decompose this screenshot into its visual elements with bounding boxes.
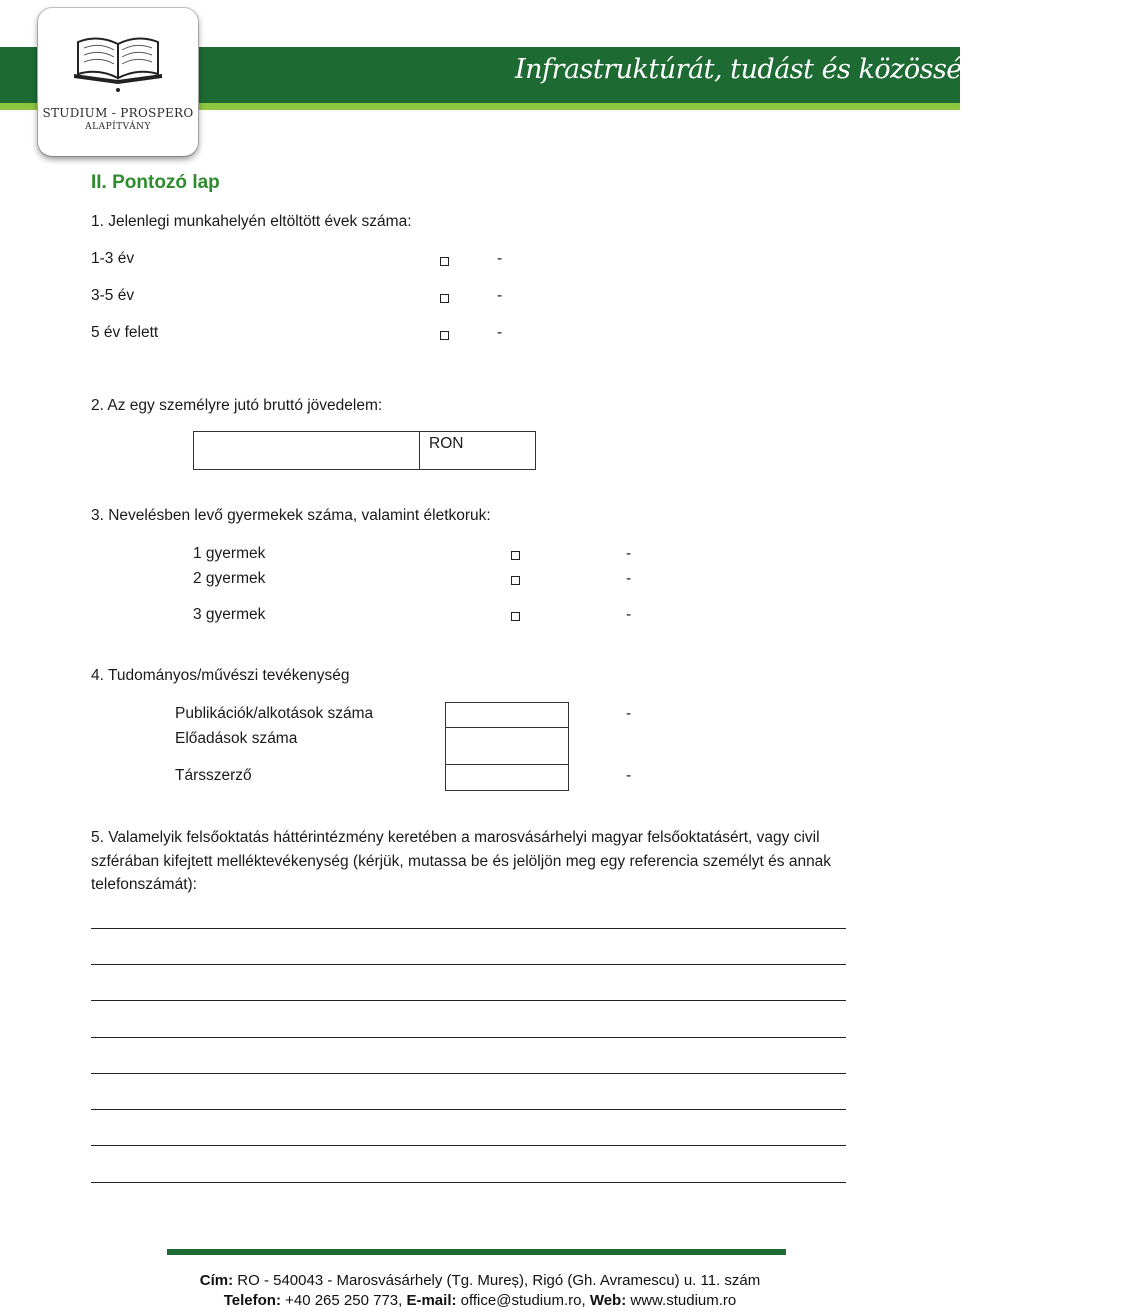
footer-address-label: Cím: — [199, 1272, 234, 1289]
footer-address-value: RO - 540043 - Marosvásárhely (Tg. Mureș), Rigó (Gh. Avramescu) u. 11. szám — [233, 1272, 761, 1289]
q4-item-label: Társszerző — [175, 767, 252, 784]
dash: - — [497, 287, 503, 304]
q3-option-label: 2 gyermek — [193, 570, 266, 587]
footer-email-value: office@studium.ro, — [456, 1292, 590, 1309]
q4-row-divider — [445, 764, 568, 765]
footer-divider — [167, 1249, 786, 1255]
footer-email-label: E-mail: — [406, 1292, 457, 1309]
page-title: II. Pontozó lap — [91, 172, 220, 193]
q4-item-label: Előadások száma — [175, 730, 298, 747]
footer-web-label: Web: — [589, 1292, 627, 1309]
answer-line[interactable] — [91, 1182, 846, 1183]
q4-item-label: Publikációk/alkotások száma — [175, 705, 374, 722]
answer-line[interactable] — [91, 928, 846, 929]
dash: - — [497, 250, 503, 267]
logo-name: STUDIUM - PROSPERO — [42, 106, 194, 120]
q4-row-divider — [445, 727, 568, 728]
q2-label: 2. Az egy személyre jutó bruttó jövedelem: — [91, 397, 383, 414]
q3-option-label: 3 gyermek — [193, 606, 266, 623]
q3-checkbox[interactable] — [511, 551, 520, 560]
answer-line[interactable] — [91, 1073, 846, 1074]
footer-phone-label: Telefon: — [223, 1292, 281, 1309]
income-field-divider — [419, 431, 420, 469]
q1-checkbox[interactable] — [440, 294, 449, 303]
dash: - — [497, 324, 503, 341]
q3-checkbox[interactable] — [511, 576, 520, 585]
q1-checkbox[interactable] — [440, 257, 449, 266]
footer-contact — [0, 1292, 960, 1309]
q4-input-table[interactable] — [445, 702, 569, 791]
answer-line[interactable] — [91, 1145, 846, 1146]
open-book-icon — [68, 22, 168, 92]
q1-label: 1. Jelenlegi munkahelyén eltöltött évek száma: — [91, 213, 412, 230]
dash: - — [626, 767, 632, 784]
answer-line[interactable] — [91, 964, 846, 965]
q1-checkbox[interactable] — [440, 331, 449, 340]
q4-label: 4. Tudományos/művészi tevékenység — [91, 667, 350, 684]
footer-address — [0, 1272, 960, 1289]
q3-label: 3. Nevelésben levő gyermekek száma, valamint életkoruk: — [91, 507, 491, 524]
q3-option-label: 1 gyermek — [193, 545, 266, 562]
answer-line[interactable] — [91, 1037, 846, 1038]
q1-option-label: 1-3 év — [91, 250, 135, 267]
q1-option-label: 3-5 év — [91, 287, 135, 304]
income-field[interactable] — [193, 431, 536, 470]
answer-line[interactable] — [91, 1000, 846, 1001]
q3-checkbox[interactable] — [511, 612, 520, 621]
dash: - — [626, 570, 632, 587]
q1-option-label: 5 év felett — [91, 324, 159, 341]
header-slogan: Infrastruktúrát, tudást és közösséget építünk! — [515, 54, 1123, 85]
logo — [38, 8, 198, 156]
dash: - — [626, 606, 632, 623]
footer-web-value: www.studium.ro — [626, 1292, 737, 1309]
footer-phone-value: +40 265 250 773, — [280, 1292, 407, 1309]
currency-unit: RON — [429, 435, 464, 452]
dash: - — [626, 545, 632, 562]
logo-subtitle: ALAPÍTVÁNY — [85, 122, 151, 132]
answer-line[interactable] — [91, 1109, 846, 1110]
q5-label: 5. Valamelyik felsőoktatás háttérintézmény keretében a marosvásárhelyi magyar felsőoktatásért, vagy civil szférában kifejtett melléktevékenység (kérjük, mutassa be és jelöljön meg egy referencia személyt és annak telefonszámát): — [91, 829, 832, 893]
dash: - — [626, 705, 632, 722]
